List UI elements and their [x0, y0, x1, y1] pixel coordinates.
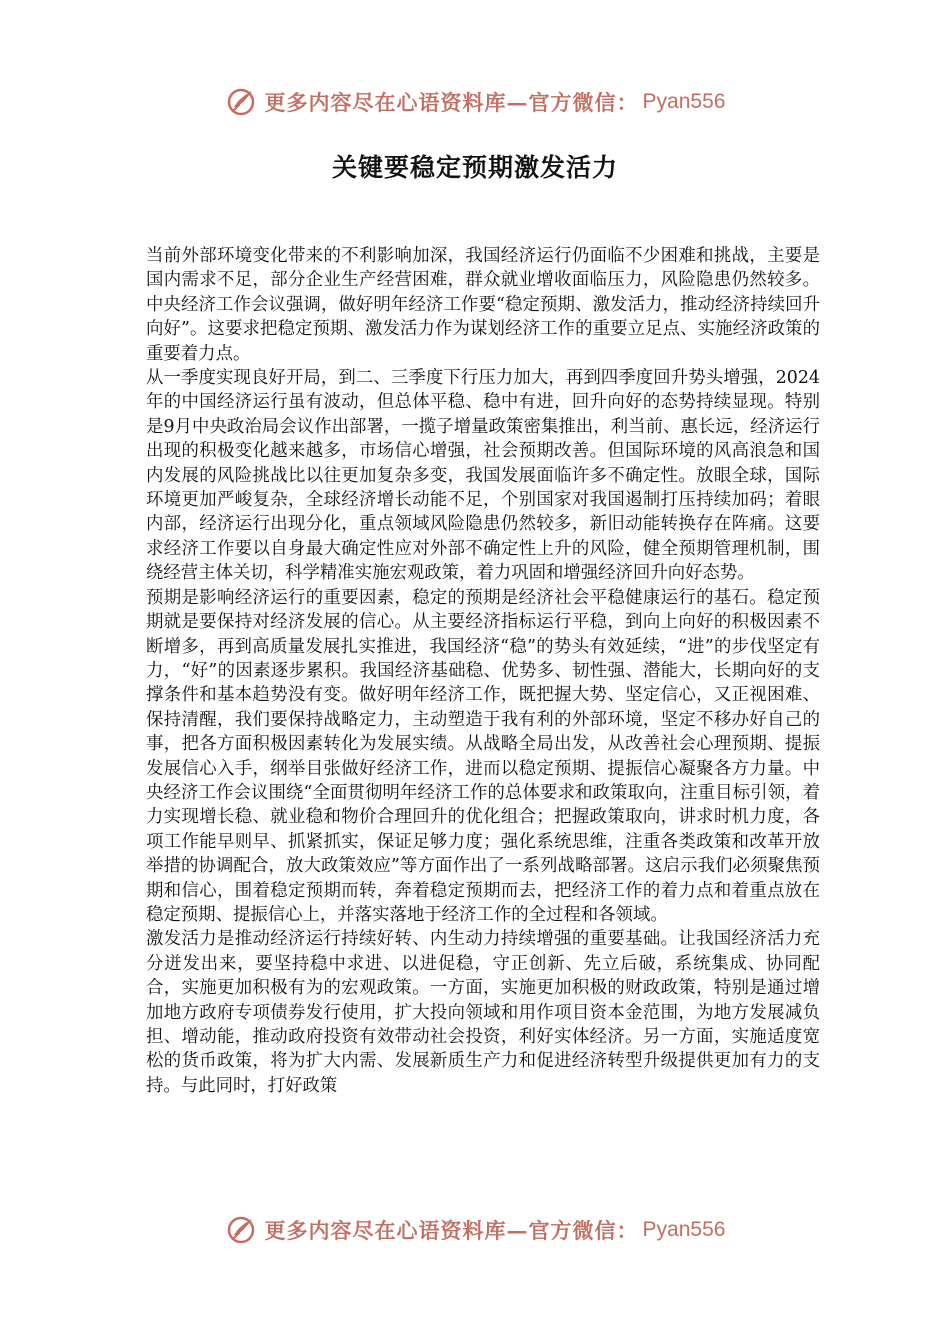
footer-banner	[0, 1210, 950, 1250]
quill-logo-icon	[225, 1213, 259, 1247]
paragraph: 激发活力是推动经济运行持续好转、内生动力持续增强的重要基础。让我国经济活力充分迸发出来，要坚持稳中求进、以进促稳，守正创新、先立后破，系统集成、协同配合，实施更加积极有为的宏观政策。一方面，实施更加积极的财政政策，特别是通过增加地方政府专项债券发行使用，扩大投向领域和用作项目资本金范围，为地方发展减负担、增动能，推动政府投资有效带动社会投资，利好实体经济。另一方面，实施适度宽松的货币政策，将为扩大内需、发展新质生产力和促进经济转型升级提供更加有力的支持。与此同时，打好政策	[146, 929, 820, 1096]
paragraph: 当前外部环境变化带来的不利影响加深，我国经济运行仍面临不少困难和挑战，主要是国内需求不足，部分企业生产经营困难，群众就业增收面临压力，风险隐患仍然较多。中央经济工作会议强调，做好明年经济工作要“稳定预期、激发活力，推动经济持续回升向好”。这要求把稳定预期、激发活力作为谋划经济工作的重要立足点、实施经济政策的重要着力点。	[146, 246, 820, 364]
header-banner	[0, 82, 950, 122]
banner-text: 更多内容尽在心语资料库—官方微信：	[264, 90, 639, 115]
paragraph: 从一季度实现良好开局，到二、三季度下行压力加大，再到四季度回升势头增强，2024年的中国经济运行虽有波动，但总体平稳、稳中有进，回升向好的态势持续显现。特别是9月中央政治局会议作出部署，一揽子增量政策密集推出，利当前、惠长远，经济运行出现的积极变化越来越多，市场信心增强，社会预期改善。但国际环境的风高浪急和国内发展的风险挑战比以往更加复杂多变，我国发展面临许多不确定性。放眼全球，国际环境更加严峻复杂，全球经济增长动能不足，个别国家对我国遏制打压持续加码；着眼内部，经济运行出现分化，重点领域风险隐患仍然较多，新旧动能转换存在阵痛。这要求经济工作要以自身最大确定性应对外部不确定性上升的风险，健全预期管理机制，围绕经营主体关切，科学精准实施宏观政策，着力巩固和增强经济回升向好态势。	[146, 368, 820, 584]
paragraph: 预期是影响经济运行的重要因素，稳定的预期是经济社会平稳健康运行的基石。稳定预期就是要保持对经济发展的信心。从主要经济指标运行平稳，到向上向好的积极因素不断增多，再到高质量发展扎实推进，我国经济“稳”的势头有效延续，“进”的步伐坚定有力，“好”的因素逐步累积。我国经济基础稳、优势多、韧性强、潜能大，长期向好的支撑条件和基本趋势没有变。做好明年经济工作，既把握大势、坚定信心，又正视困难、保持清醒，我们要保持战略定力，主动塑造于我有利的外部环境，坚定不移办好自己的事，把各方面积极因素转化为发展实绩。从战略全局出发，从改善社会心理预期、提振发展信心入手，纲举目张做好经济工作，进而以稳定预期、提振信心凝聚各方力量。中央经济工作会议围绕“全面贯彻明年经济工作的总体要求和政策取向，注重目标引领，着力实现增长稳、就业稳和物价合理回升的优化组合；把握政策取向，讲求时机力度，各项工作能早则早、抓紧抓实，保证足够力度；强化系统思维，注重各类政策和改革开放举措的协调配合，放大政策效应”等方面作出了一系列战略部署。这启示我们必须聚焦预期和信心，围着稳定预期而转，奔着稳定预期而去，把经济工作的着力点和着重点放在稳定预期、提振信心上，并落实落地于经济工作的全过程和各领域。	[146, 587, 820, 925]
article-body	[146, 244, 820, 1194]
banner-wechat-id: Pyan556	[642, 1218, 726, 1241]
banner-wechat-id: Pyan556	[642, 90, 726, 113]
page-title: 关键要稳定预期激发活力	[331, 153, 618, 182]
quill-logo-icon	[225, 85, 259, 119]
banner-text: 更多内容尽在心语资料库—官方微信：	[264, 1218, 639, 1243]
